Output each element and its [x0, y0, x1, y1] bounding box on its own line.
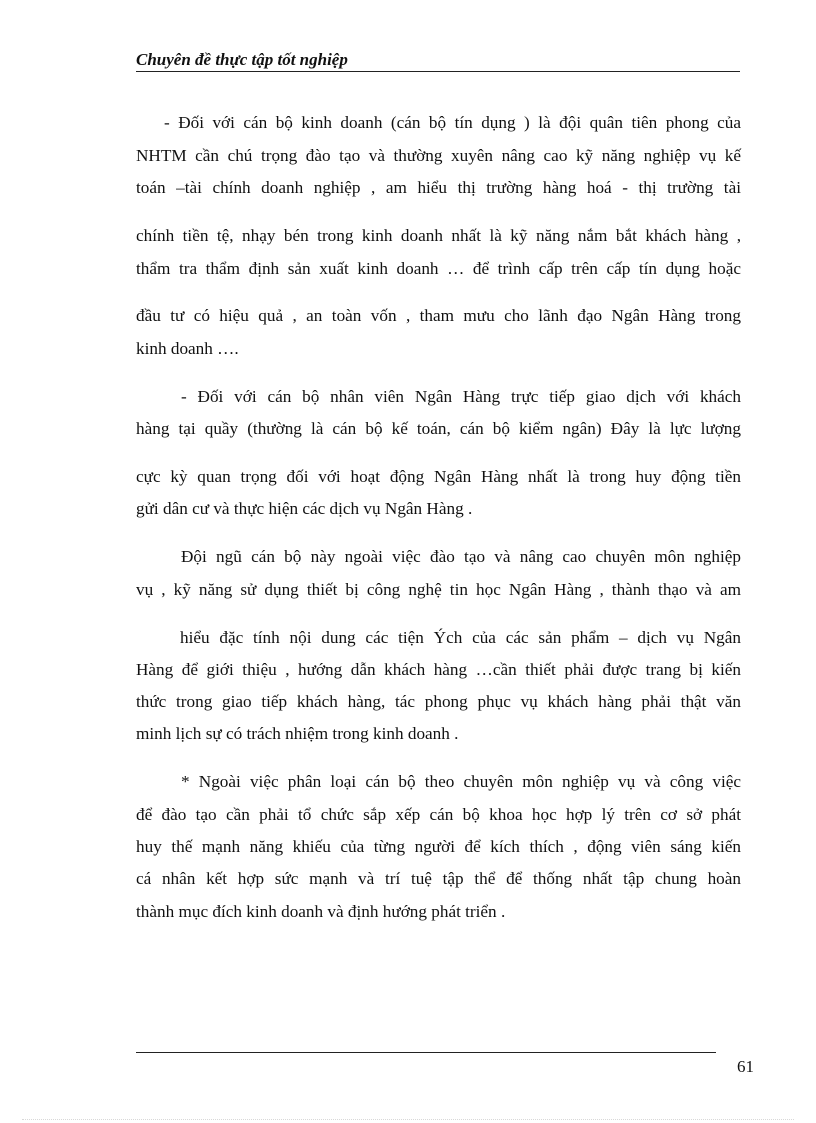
page-number: 61 — [737, 1057, 754, 1076]
text-line: hàng tại quầy (thường là cán bộ kế toán, cán bộ kiểm ngân) Đây là lực lượng — [136, 419, 741, 438]
header-title: Chuyên đề thực tập tốt nghiệp — [136, 50, 348, 69]
text-line: gửi dân cư và thực hiện các dịch vụ Ngân Hàng . — [136, 499, 473, 518]
text-line: thẩm tra thẩm định sản xuất kinh doanh … để trình cấp trên cấp tín dụng hoặc — [136, 259, 741, 278]
text-line: Hàng để giới thiệu , hướng dẫn khách hàng …cần thiết phải được trang bị kiến — [136, 660, 741, 679]
footer-rule — [136, 1052, 716, 1053]
text-line: huy thế mạnh năng khiếu của từng người để kích thích , động viên sáng kiến — [136, 837, 741, 856]
text-line: cực kỳ quan trọng đối với hoạt động Ngân Hàng nhất là trong huy động tiền — [136, 467, 741, 486]
text-line: để đào tạo cần phải tổ chức sắp xếp cán bộ khoa học hợp lý trên cơ sở phát — [136, 805, 741, 824]
text-line: - Đối với cán bộ nhân viên Ngân Hàng trực tiếp giao dịch với khách — [181, 387, 741, 406]
text-line: toán –tài chính doanh nghiệp , am hiểu thị trường hàng hoá - thị trường tài — [136, 178, 741, 197]
text-line: Đội ngũ cán bộ này ngoài việc đào tạo và nâng cao chuyên môn nghiệp — [181, 547, 741, 566]
text-line: đầu tư có hiệu quả , an toàn vốn , tham mưu cho lãnh đạo Ngân Hàng trong — [136, 306, 741, 325]
text-line: thức trong giao tiếp khách hàng, tác phong phục vụ khách hàng phải thật văn — [136, 692, 741, 711]
text-line: - Đối với cán bộ kinh doanh (cán bộ tín dụng ) là đội quân tiên phong của — [164, 113, 741, 132]
text-line: NHTM cần chú trọng đào tạo và thường xuyên nâng cao kỹ năng nghiệp vụ kế — [136, 146, 741, 165]
text-line: vụ , kỹ năng sử dụng thiết bị công nghệ tin học Ngân Hàng , thành thạo và am — [136, 580, 741, 599]
text-line: minh lịch sự có trách nhiệm trong kinh doanh . — [136, 724, 459, 743]
page-edge-dots — [22, 1119, 794, 1120]
page-header — [136, 50, 740, 72]
text-line: * Ngoài việc phân loại cán bộ theo chuyên môn nghiệp vụ và công việc — [181, 772, 741, 791]
text-line: chính tiền tệ, nhạy bén trong kinh doanh nhất là kỹ năng nắm bắt khách hàng , — [136, 226, 741, 245]
text-line: kinh doanh …. — [136, 339, 239, 358]
text-line: hiểu đặc tính nội dung các tiện Ých của các sản phẩm – dịch vụ Ngân — [180, 628, 741, 647]
text-line: thành mục đích kinh doanh và định hướng phát triển . — [136, 902, 506, 921]
text-line: cá nhân kết hợp sức mạnh và trí tuệ tập thể để thống nhất tập chung hoàn — [136, 869, 741, 888]
